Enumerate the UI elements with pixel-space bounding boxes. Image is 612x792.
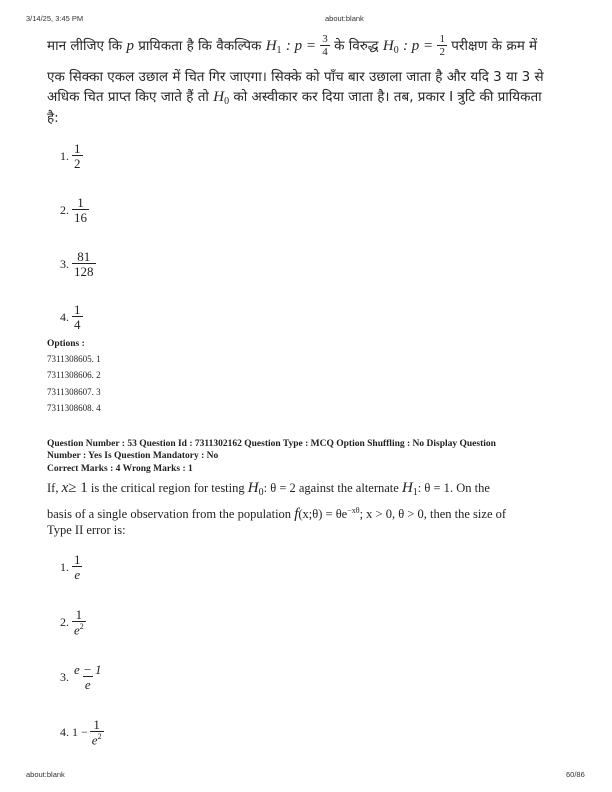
q53-line-3: Type II error is: [47,523,126,537]
q53-meta-line-3: Correct Marks : 4 Wrong Marks : 1 [47,464,193,474]
q52-eq: : p = [403,38,434,54]
q52-text: के विरुद्ध [334,38,379,54]
q52-options-label: Options : [47,339,85,349]
q52-text: मान लीजिए कि [47,38,123,54]
q52-var-p: p [126,38,134,54]
q53-H1: $H_1$ [401,480,418,498]
q52-fraction-1-2: $\frac{1}{2}$ [439,33,445,58]
header-datetime: 3/14/25, 3:45 PM [26,14,84,23]
q52-option-id: 7311308608. 4 [47,403,101,413]
q53-meta-line-1: Question Number : 53 Question Id : 7311302162 Question Type : MCQ Option Shuffling : No Display Question [47,439,496,449]
q52-option-id: 7311308605. 1 [47,354,101,364]
q53-option-2: 2. $\frac{1}{e^2}$ [60,607,84,638]
footer-url: about:blank [26,770,65,779]
q53-H0: $H_0$ [247,480,264,498]
q52-H0: $H_0$ [382,38,399,56]
q52-option-id: 7311308606. 2 [47,370,101,380]
q53-option-1: 1. $\frac{1}{e}$ [60,552,81,582]
q53-var-x: x [61,480,69,496]
q52-H0-ref: $H_0$ [213,89,230,107]
q52-line-1 [47,34,537,62]
q52-line-3: अधिक चित प्राप्त किए जाते हैं तो $H_0$ को अस्वीकार कर दिया जाता है। तब, प्रकार I त्रुटि की प्रायिकता [47,89,542,107]
q52-fraction-3-4: $\frac{3}{4}$ [322,33,328,58]
q52-option-id: 7311308607. 3 [47,387,101,397]
q52-option-4: 4. $\frac{1}{4}$ [60,302,81,332]
q53-line-1: If, x≥ 1 is the critical region for testing $H_0$: θ = 2 against the alternate $H_1$: θ = 1. On the [47,480,490,498]
q52-text: परीक्षण के क्रम में [451,38,538,54]
q52-H1: $H_1$ [265,38,282,56]
q52-option-1: 1. $\frac{1}{2}$ [60,141,81,171]
q53-option-4: 4. 1 − $\frac{1}{e^2}$ [60,717,102,748]
q52-line-4: है: [47,110,59,126]
q53-pdf-args: (x;θ) = θe [298,507,348,522]
q53-pdf-f: f [294,506,299,523]
header-page-title: about:blank [325,14,364,23]
footer-page-number: 60/86 [566,770,585,779]
q52-option-3: 3. $\frac{81}{128}$ [60,249,94,279]
q52-eq: : p = [285,38,316,54]
q52-text: प्रायिकता है कि वैकल्पिक [138,38,262,54]
q52-option-2: 2. $\frac{1}{16}$ [60,195,87,225]
q53-option-3: 3. $\frac{e - 1}{e}$ [60,662,102,692]
q53-line-2: basis of a single observation from the population f(x;θ) = $\theta e^{-x\theta}$; x > 0, θ > 0, then the size of [47,506,507,523]
q53-pdf-exponent: −xθ [347,506,360,515]
q53-meta-line-2: Number : Yes Is Question Mandatory : No [47,451,219,461]
q52-line-2: एक सिक्का एकल उछाल में चित गिर जाएगा। सिक्के को पाँच बार उछाला जाता है और यदि 3 या 3 से [47,69,544,85]
